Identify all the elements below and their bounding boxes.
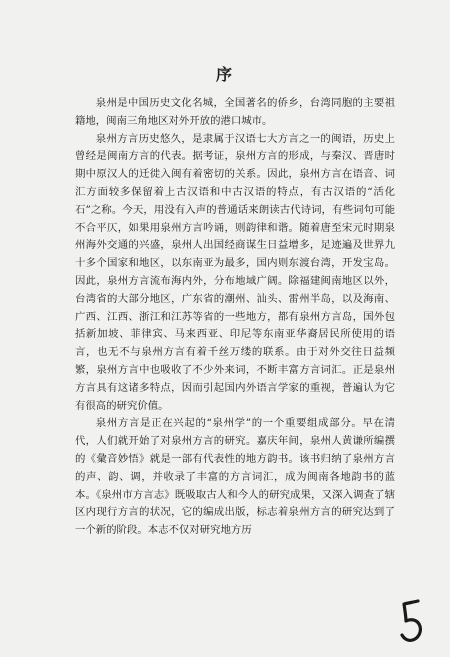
paragraph-1: 泉州是中国历史文化名城，全国著名的侨乡，台湾同胞的主要祖籍地，闽南三角地区对外开放的港口城市。 (75, 97, 395, 127)
paragraph-2: 泉州方言历史悠久，是隶属于汉语七大方言之一的闽语，历史上曾经是闽南方言的代表。据考证，泉州方言的形成，与秦汉、晋唐时期中原汉人的迁徙入闽有着密切的关系。因此，泉州方言在语音、词汇方面较多保留着上古汉语和中古汉语的特点，有古汉语的“活化石”之称。今天，用没有入声的普通话来朗读古代诗词，有些词句可能不合平仄，如果用泉州方言吟诵，则韵律和谐。随着唐至宋元时期泉州海外交通的兴盛，泉州人出国经商谋生日益增多，足迹遍及世界九十多个国家和地区，以东南亚为最多，国内则东渡台湾，开发宝岛。因此，泉州方言流布海内外，分布地域广阔。除福建闽南地区以外，台湾省的大部分地区，广东省的潮州、汕头、雷州半岛，以及海南、广西、江西、浙江和江苏等省的一些地方，都有泉州方言岛，国外包括新加坡、菲律宾、马来西亚、印尼等东南亚华裔居民所使用的语言，也无不与泉州方言有着千丝万缕的联系。由于对外交往日益频繁，泉州方言中也吸收了不少外来词，不断丰富方言词汇。正是泉州方言具有这诸多特点，因而引起国内外语言学家的重视，普遍认为它有很高的研究价值。 (75, 132, 395, 412)
paragraph-3: 泉州方言是正在兴起的“泉州学”的一个重要组成部分。早在清代，人们就开始了对泉州方言的研究。嘉庆年间，泉州人黄谦所编撰的《彙音妙悟》就是一部有代表性的地方韵书。该书归纳了泉州方言的声、韵、调，并收录了丰富的方言词汇，成为闽南各地韵书的蓝本。《泉州市方言志》既吸取古人和今人的研究成果，又深入调查了辖区内现行方言的状况，它的编成出版，标志着泉州方言的研究达到了一个新的阶段。本志不仅对研究地方历 (75, 417, 395, 537)
handwritten-page-number (396, 597, 426, 643)
page-title: 序 (215, 65, 234, 84)
body-text (75, 95, 395, 540)
